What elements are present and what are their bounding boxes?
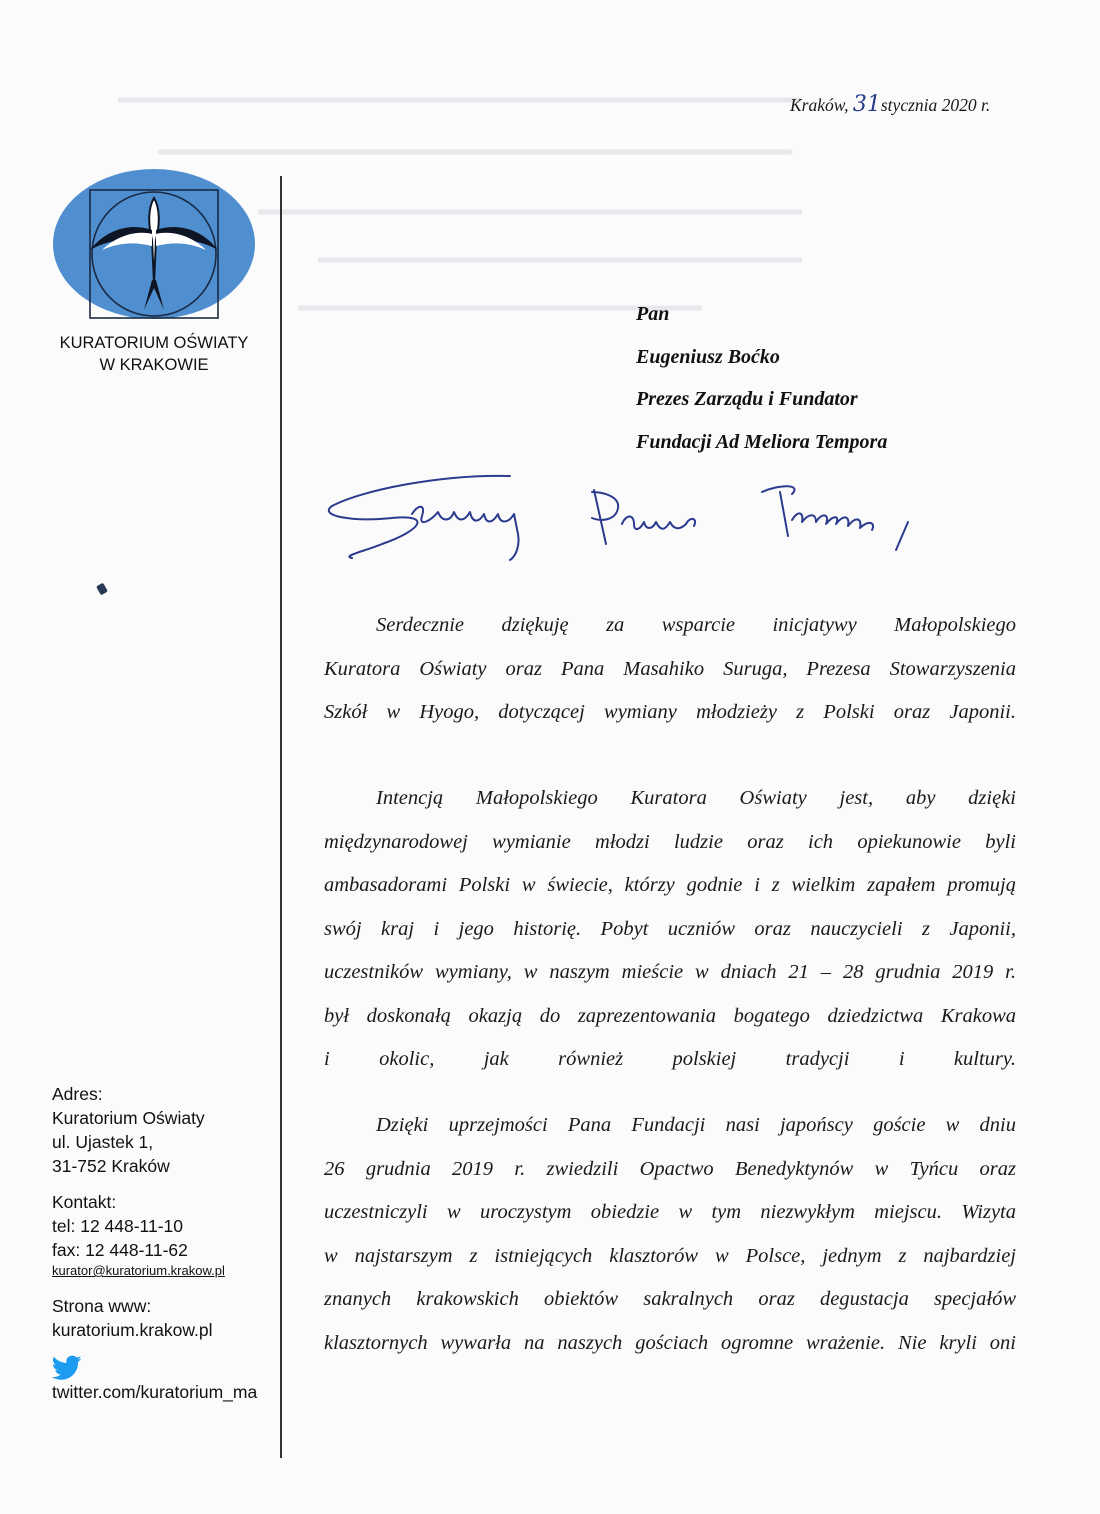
p3-line: uczestniczyli w uroczystym obiedzie w tym niezwykłym miejscu. Wizyta [324,1201,1016,1223]
date-rest: stycznia 2020 r. [880,95,991,115]
body-paragraph-2 [324,777,1016,1082]
address-label: Adres: [52,1084,103,1104]
p2-line: Intencją Małopolskiego Kuratora Oświaty jest, aby dzięki [376,787,1016,809]
kuratorium-logo [52,168,256,320]
p3-line: 26 grudnia 2019 r. zwiedzili Opactwo Benedyktynów w Tyńcu oraz [324,1157,1016,1180]
place: Kraków, [790,95,849,115]
recipient-line2: Eugeniusz Boćko [636,346,780,368]
organization-name-line1: KURATORIUM OŚWIATY [59,334,249,352]
p1-line: Serdecznie dziękuję za wsparcie inicjatywy Małopolskiego [376,614,1016,636]
phone-number: tel: 12 448-11-10 [52,1216,184,1236]
recipient-line3: Prezes Zarządu i Fundator [636,388,858,410]
address-line3: 31-752 Kraków [52,1156,170,1176]
p3-line: Dzięki uprzejmości Pana Fundacji nasi japońscy goście w dniu [376,1114,1016,1136]
p3-line: w najstarszym z istniejących klasztorów w Polsce, jednym z najbardziej [324,1244,1016,1267]
address-line2: ul. Ujastek 1, [52,1132,154,1152]
organization-name-line2: W KRAKOWIE [99,356,209,374]
organization-name [36,332,272,376]
p3-line: klasztornych wywarła na naszych gościach ogromne wrażenie. Nie kryli oni [324,1331,1016,1354]
p1-line: Kuratora Oświaty oraz Pana Masahiko Suruga, Prezesa Stowarzyszenia [324,657,1016,680]
website-block [52,1294,212,1342]
address-block [52,1082,205,1178]
website-label: Strona www: [52,1296,152,1316]
p2-line: swój kraj i jego historię. Pobyt uczniów oraz nauczycieli z Japonii, [324,917,1016,940]
p1-line: Szkół w Hyogo, dotyczącej wymiany młodzieży z Polski oraz Japonii. [324,701,1016,723]
body-paragraph-3 [324,1104,1016,1365]
contact-block [52,1190,225,1280]
address-line1: Kuratorium Oświaty [52,1108,205,1128]
p2-line: był doskonałą okazją do zaprezentowania bogatego dziedzictwa Krakowa [324,1004,1016,1027]
twitter-icon[interactable] [52,1355,82,1381]
contact-label: Kontakt: [52,1192,117,1212]
handwritten-salutation [322,470,922,570]
recipient-line4: Fundacji Ad Meliora Tempora [636,431,888,453]
twitter-handle[interactable]: twitter.com/kuratorium_ma [52,1382,258,1402]
p3-line: znanych krakowskich obiektów sakralnych oraz degustacja specjałów [324,1288,1016,1310]
website-link[interactable]: kuratorium.krakow.pl [52,1320,213,1340]
p2-line: ambasadorami Polski w świecie, którzy godnie i z wielkim zapałem promują [324,874,1016,896]
fax-number: fax: 12 448-11-62 [52,1240,188,1260]
p2-line: międzynarodowej wymianie młodzi ludzie oraz ich opiekunowie byli [324,830,1016,853]
ink-mark [96,583,108,596]
column-divider [280,176,282,1458]
p2-line: uczestników wymiany, w naszym mieście w dniach 21 – 28 grudnia 2019 r. [324,961,1016,983]
email-link[interactable]: kurator@kuratorium.krakow.pl [52,1263,225,1278]
day-handwritten: 31 [852,92,881,117]
body-paragraph-1 [324,604,1016,735]
place-date [790,92,990,117]
p2-line: i okolic, jak również polskiej tradycji i kultury. [324,1048,1016,1070]
recipient-line1: Pan [636,303,670,325]
